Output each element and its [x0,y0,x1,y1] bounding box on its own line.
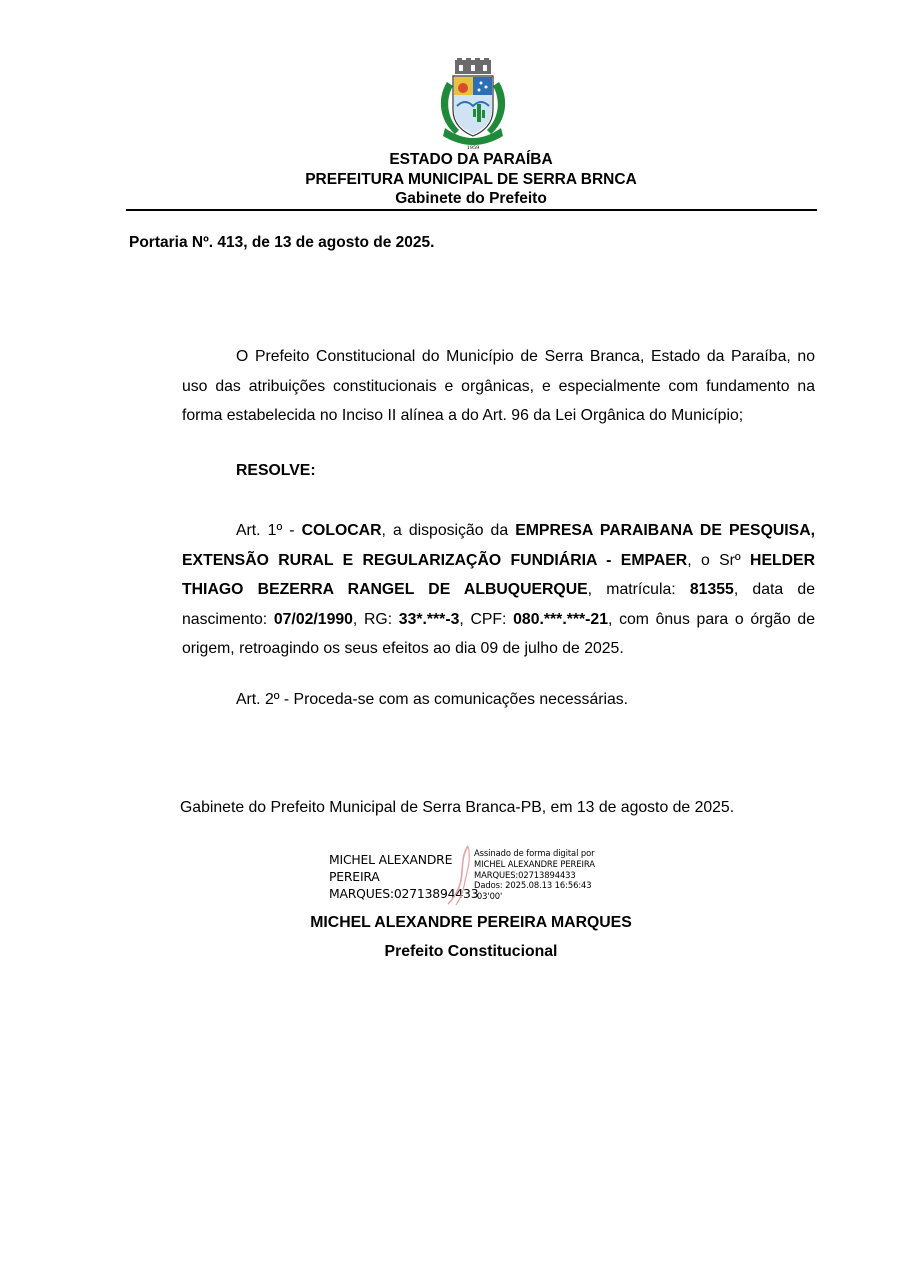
article-1-paragraph: Art. 1º - COLOCAR, a disposição da EMPRESA PARAIBANA DE PESQUISA, EXTENSÃO RURAL E REGULARIZAÇÃO FUNDIÁRIA - EMPAER, o Srº HELDER THIAGO BEZERRA RANGEL DE ALBUQUERQUE, matrícula: 81355, data de nascimento: 07/02/1990, RG: 33*.***-3, CPF: 080.***.***-21, com ônus para o órgão de origem, retroagindo os seus efeitos ao dia 09 de julho de 2025. [182,522,815,658]
municipal-crest-logo [437,58,509,150]
signature-name-line: MARQUES:02713894433 [329,885,479,901]
place-date-line: Gabinete do Prefeito Municipal de Serra Branca-PB, em 13 de agosto de 2025. [180,799,735,816]
header-state: ESTADO DA PARAÍBA [389,151,553,168]
crest-year: 1959 [466,145,480,150]
signature-digital-line: Assinado de forma digital por [474,848,595,858]
article-2-paragraph: Art. 2º - Proceda-se com as comunicações necessárias. [236,691,629,708]
signature-digital-line: MICHEL ALEXANDRE PEREIRA [474,858,595,869]
header-divider [126,209,817,211]
signature-digital-line: -03'00' [474,891,503,902]
signature-name-line: PEREIRA [329,868,380,884]
signature-name-line: MICHEL ALEXANDRE [329,852,453,867]
header-office: Gabinete do Prefeito [395,190,547,207]
preamble-paragraph: O Prefeito Constitucional do Município de Serra Branca, Estado da Paraíba, no uso das atribuições constitucionais e orgânicas, e especialmente com fundamento na forma estabelecida no Inciso II alínea a do Art. 96 da Lei Orgânica do Município; [182,348,815,425]
signature-ribbon-icon [446,844,476,906]
portaria-title: Portaria Nº. 413, de 13 de agosto de 2025. [129,234,435,251]
resolve-heading: RESOLVE: [236,462,316,479]
signer-title: Prefeito Constitucional [384,943,558,960]
signer-name: MICHEL ALEXANDRE PEREIRA MARQUES [310,914,632,931]
header-prefecture: PREFEITURA MUNICIPAL DE SERRA BRNCA [305,171,637,188]
signature-digital-line: MARQUES:02713894433 [474,869,576,880]
signature-digital-line: Dados: 2025.08.13 16:56:43 [474,880,592,891]
signature-digital-info [474,848,595,902]
